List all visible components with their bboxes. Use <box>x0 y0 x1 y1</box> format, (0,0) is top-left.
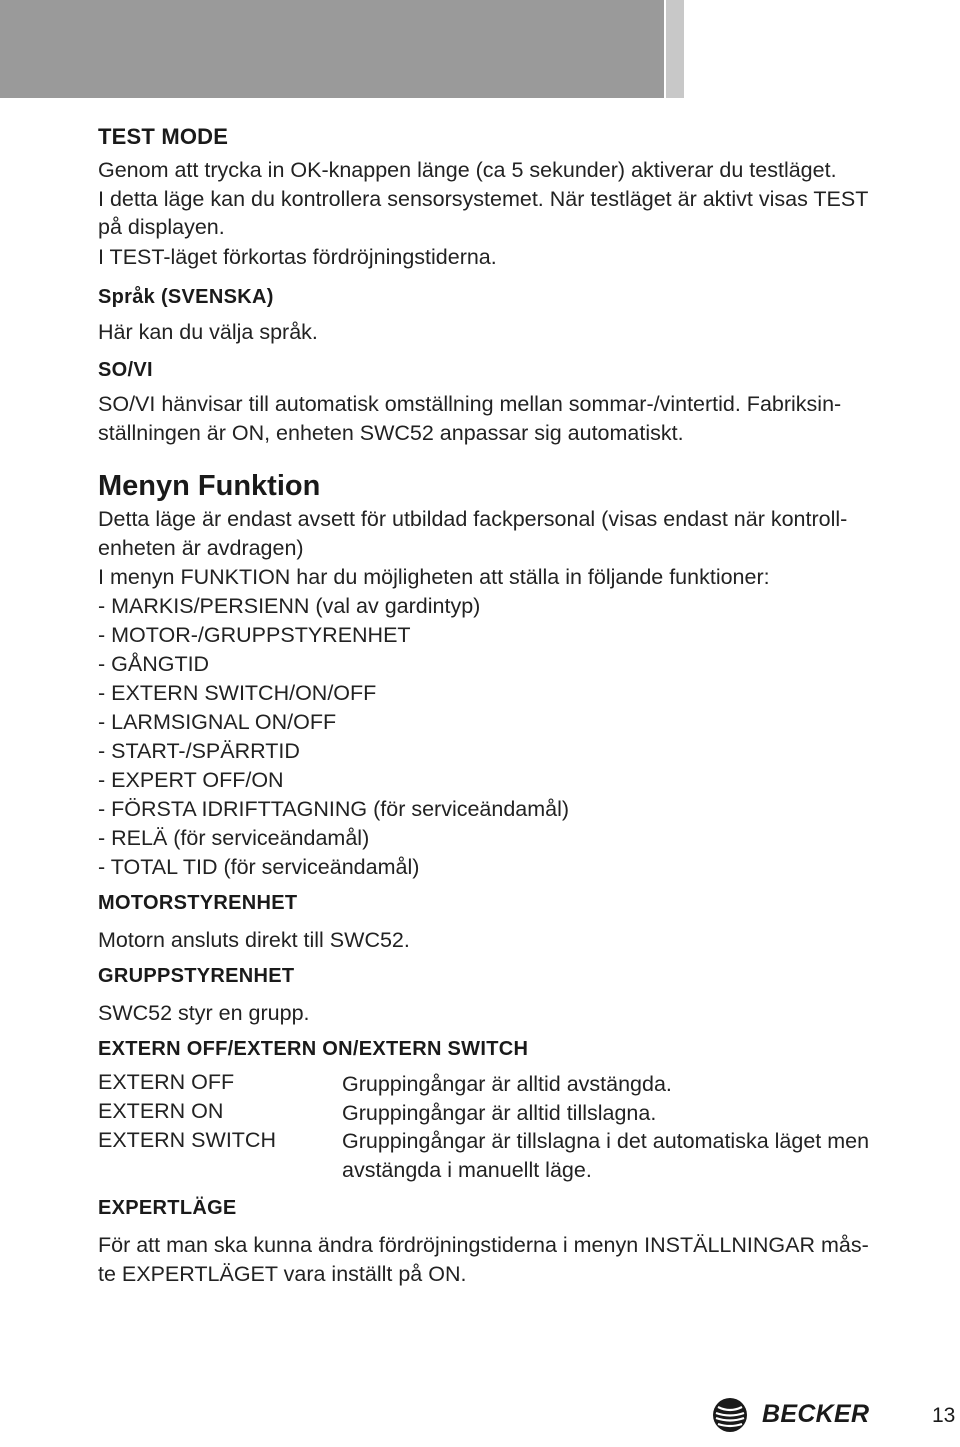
extern-heading: EXTERN OFF/EXTERN ON/EXTERN SWITCH <box>98 1038 529 1060</box>
sovi-line: ställningen är ON, enheten SWC52 anpassar sig automatiskt. <box>98 421 684 445</box>
motor-unit-text: Motorn ansluts direkt till SWC52. <box>98 928 410 952</box>
function-list-item: - MOTOR-/GRUPPSTYRENHET <box>98 623 411 647</box>
sovi-heading: SO/VI <box>98 359 153 381</box>
language-text: Här kan du välja språk. <box>98 320 318 344</box>
extern-definition: Gruppingångar är tillslagna i det automatiska läget men avstängda i manuellt läge. <box>342 1129 870 1182</box>
function-list-item: - EXTERN SWITCH/ON/OFF <box>98 681 377 705</box>
header-strip <box>666 0 684 98</box>
extern-term: EXTERN OFF <box>98 1070 235 1094</box>
function-list-item: - GÅNGTID <box>98 652 210 676</box>
expert-mode-line: te EXPERTLÄGET vara inställt på ON. <box>98 1262 467 1286</box>
test-mode-line: I detta läge kan du kontrollera sensorsystemet. När testläget är aktivt visas TEST <box>98 187 869 211</box>
group-unit-text: SWC52 styr en grupp. <box>98 1001 310 1025</box>
extern-term: EXTERN ON <box>98 1099 224 1123</box>
becker-logo-icon <box>712 1397 748 1433</box>
function-list-item: - START-/SPÄRRTID <box>98 739 300 763</box>
expert-mode-line: För att man ska kunna ändra fördröjningstiderna i menyn INSTÄLLNINGAR mås- <box>98 1233 869 1257</box>
sovi-line: SO/VI hänvisar till automatisk omställning mellan sommar-/vintertid. Fabriksin- <box>98 392 842 416</box>
function-list-item: - MARKIS/PERSIENN (val av gardintyp) <box>98 594 481 618</box>
function-list-item: - TOTAL TID (för serviceändamål) <box>98 855 420 879</box>
test-mode-heading: TEST MODE <box>98 124 229 149</box>
extern-definition: Gruppingångar är alltid tillslagna. <box>342 1101 657 1125</box>
language-heading: Språk (SVENSKA) <box>98 286 274 308</box>
expert-mode-heading: EXPERTLÄGE <box>98 1197 237 1219</box>
function-list-item: - RELÄ (för serviceändamål) <box>98 826 370 850</box>
test-mode-line: Genom att trycka in OK-knappen länge (ca 5 sekunder) aktiverar du testläget. <box>98 158 837 182</box>
test-mode-line: I TEST-läget förkortas fördröjningstiderna. <box>98 245 497 269</box>
function-menu-heading: Menyn Funktion <box>98 470 321 502</box>
page-number: 13 <box>932 1404 956 1427</box>
function-menu-line: Detta läge är endast avsett för utbildad fackpersonal (visas endast när kontroll- <box>98 507 848 531</box>
function-list-item: - LARMSIGNAL ON/OFF <box>98 710 337 734</box>
function-menu-line: I menyn FUNKTION har du möjligheten att ställa in följande funktioner: <box>98 565 770 589</box>
function-list-item: - EXPERT OFF/ON <box>98 768 284 792</box>
function-menu-line: enheten är avdragen) <box>98 536 304 560</box>
footer-brand: BECKER <box>762 1400 870 1428</box>
function-list-item: - FÖRSTA IDRIFTTAGNING (för serviceändamål) <box>98 797 570 821</box>
extern-term: EXTERN SWITCH <box>98 1128 276 1152</box>
header-bar <box>0 0 664 98</box>
test-mode-line: på displayen. <box>98 215 225 239</box>
extern-definition: Gruppingångar är alltid avstängda. <box>342 1072 672 1096</box>
group-unit-heading: GRUPPSTYRENHET <box>98 965 295 987</box>
motor-unit-heading: MOTORSTYRENHET <box>98 892 298 914</box>
